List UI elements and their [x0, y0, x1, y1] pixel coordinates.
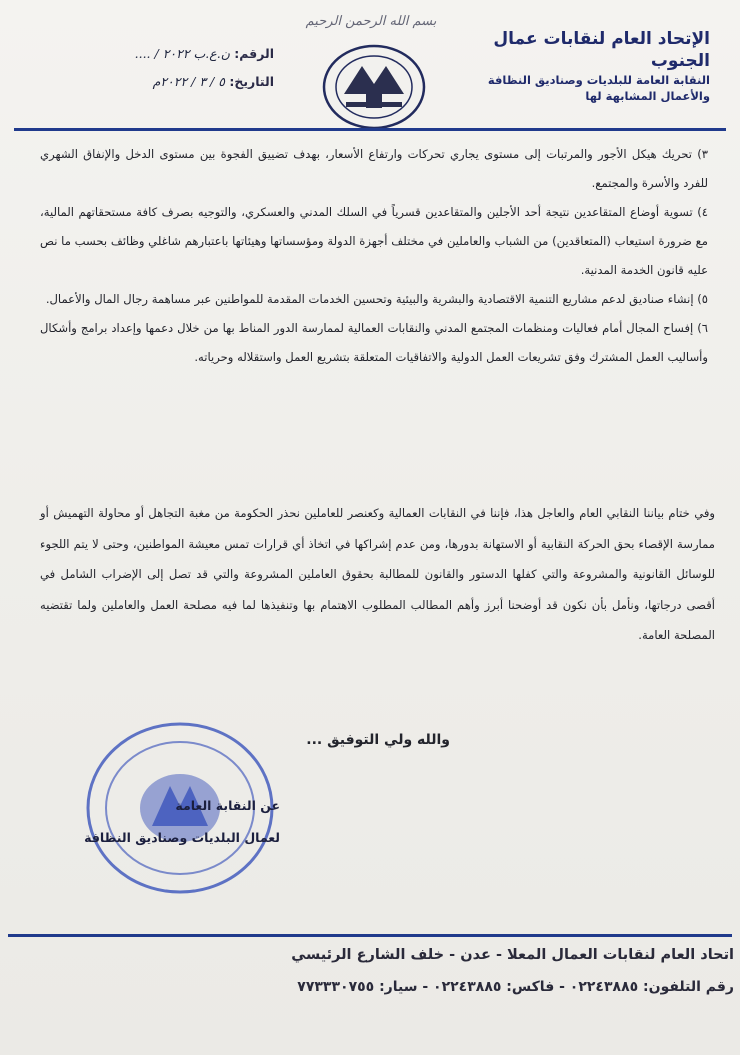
- demand-item-4: ٤) تسوية أوضاع المتقاعدين نتيجة أحد الأجلين والمتقاعدين قسرياً في السلك المدني والعسكري، والتوجيه بصرف كافة مستحقاتهم المالية، مع ضرورة استيعاب (المتعاقدين) من الشباب والعاملين في مختلف أجهزة الدولة ومؤسساتها وهيئاتها باعتبارهم شاغلي وظائف بحسب ما نص عليه قانون الخدمة المدنية.: [40, 205, 708, 277]
- closing-paragraph: وفي ختام بياننا النقابي العام والعاجل هذا، فإننا في النقابات العمالية وكعنصر للعاملين نحذر الحكومة من مغبة التجاهل أو محاولة التهميش أو ممارسة الإقصاء بحق الحركة النقابية أو الاستهانة بدورها، ومن عدم إشراكها في اتخاذ أي قرارات تمس معيشة المواطنين، وحتى لا يتم اللجوء للوسائل القانونية والمشروعة والتي كفلها الدستور والقانون للمطالبة بحقوق العاملين المشروعة والتي قد تصل إلى الإضراب الشامل في أقصى درجاتها، ونأمل بأن نكون قد أوضحنا أبرز وأهم المطالب المطلوب الاهتمام بها وتنفيذها لما فيه مصلحة العمل والعاملين ولما تقتضيه المصلحة العامة.: [40, 506, 715, 642]
- demand-item-6: ٦) إفساح المجال أمام فعاليات ومنظمات المجتمع المدني والنقابات العمالية لممارسة الدور المناط بها من خلال دعمها وإعداد برامج وأشكال وأساليب العمل المشترك وفق تشريعات العمل الدولية والاتفاقيات المتعلقة بتشريع العمل واستقلاله وحرياته.: [40, 321, 708, 364]
- reference-block: [34, 40, 274, 96]
- signature-line-1: عن النقابة العامة: [175, 798, 280, 813]
- org-subtitle-2: والأعمال المشابهة لها: [585, 89, 710, 103]
- demand-item-5: ٥) إنشاء صناديق لدعم مشاريع التنمية الاقتصادية والبشرية والبيئية وتحسين الخدمات المقدمة للمواطنين عبر مساهمة رجال المال والأعمال.: [45, 292, 708, 306]
- signature-block: [40, 790, 280, 854]
- footer-divider: [8, 934, 732, 937]
- closing-salutation: والله ولي التوفيق ...: [306, 732, 450, 748]
- demands-list: [40, 140, 708, 372]
- org-subtitle-1: النقابة العامة للبلديات وصناديق النظافة: [487, 73, 710, 87]
- footer-phones: رقم التلفون: ٠٢٢٤٣٨٨٥ - فاكس: ٠٢٢٤٣٨٨٥ - سيار: ٧٧٣٣٣٠٧٥٥: [297, 979, 734, 995]
- signature-line-2: لعمال البلديات وصناديق النظافة: [84, 830, 280, 845]
- ref-number-row: [34, 40, 274, 68]
- date-value: ٥ / ٣ / ٢٠٢٢م: [152, 74, 225, 89]
- union-logo-icon: [322, 44, 426, 130]
- header-divider: [14, 128, 726, 131]
- basmala-calligraphy: بسم الله الرحمن الرحيم: [305, 14, 437, 29]
- date-label: التاريخ:: [229, 74, 274, 89]
- ref-value: ن.ع.ب ٢٠٢٢ / ....: [134, 46, 230, 61]
- footer: [6, 940, 734, 1004]
- demand-item-3: ٣) تحريك هيكل الأجور والمرتبات إلى مستوى يجاري تحركات وارتفاع الأسعار، بهدف تضييق الفجوة بين مستوى الدخل والإنفاق الشهري للفرد والأسرة والمجتمع.: [40, 147, 708, 190]
- footer-address: اتحاد العام لنقابات العمال المعلا - عدن - خلف الشارع الرئيسي: [291, 947, 734, 963]
- org-title: الإتحاد العام لنقابات عمال الجنوب: [493, 29, 710, 71]
- ref-label: الرقم:: [234, 46, 274, 61]
- organization-header: [440, 28, 710, 104]
- date-row: [34, 68, 274, 96]
